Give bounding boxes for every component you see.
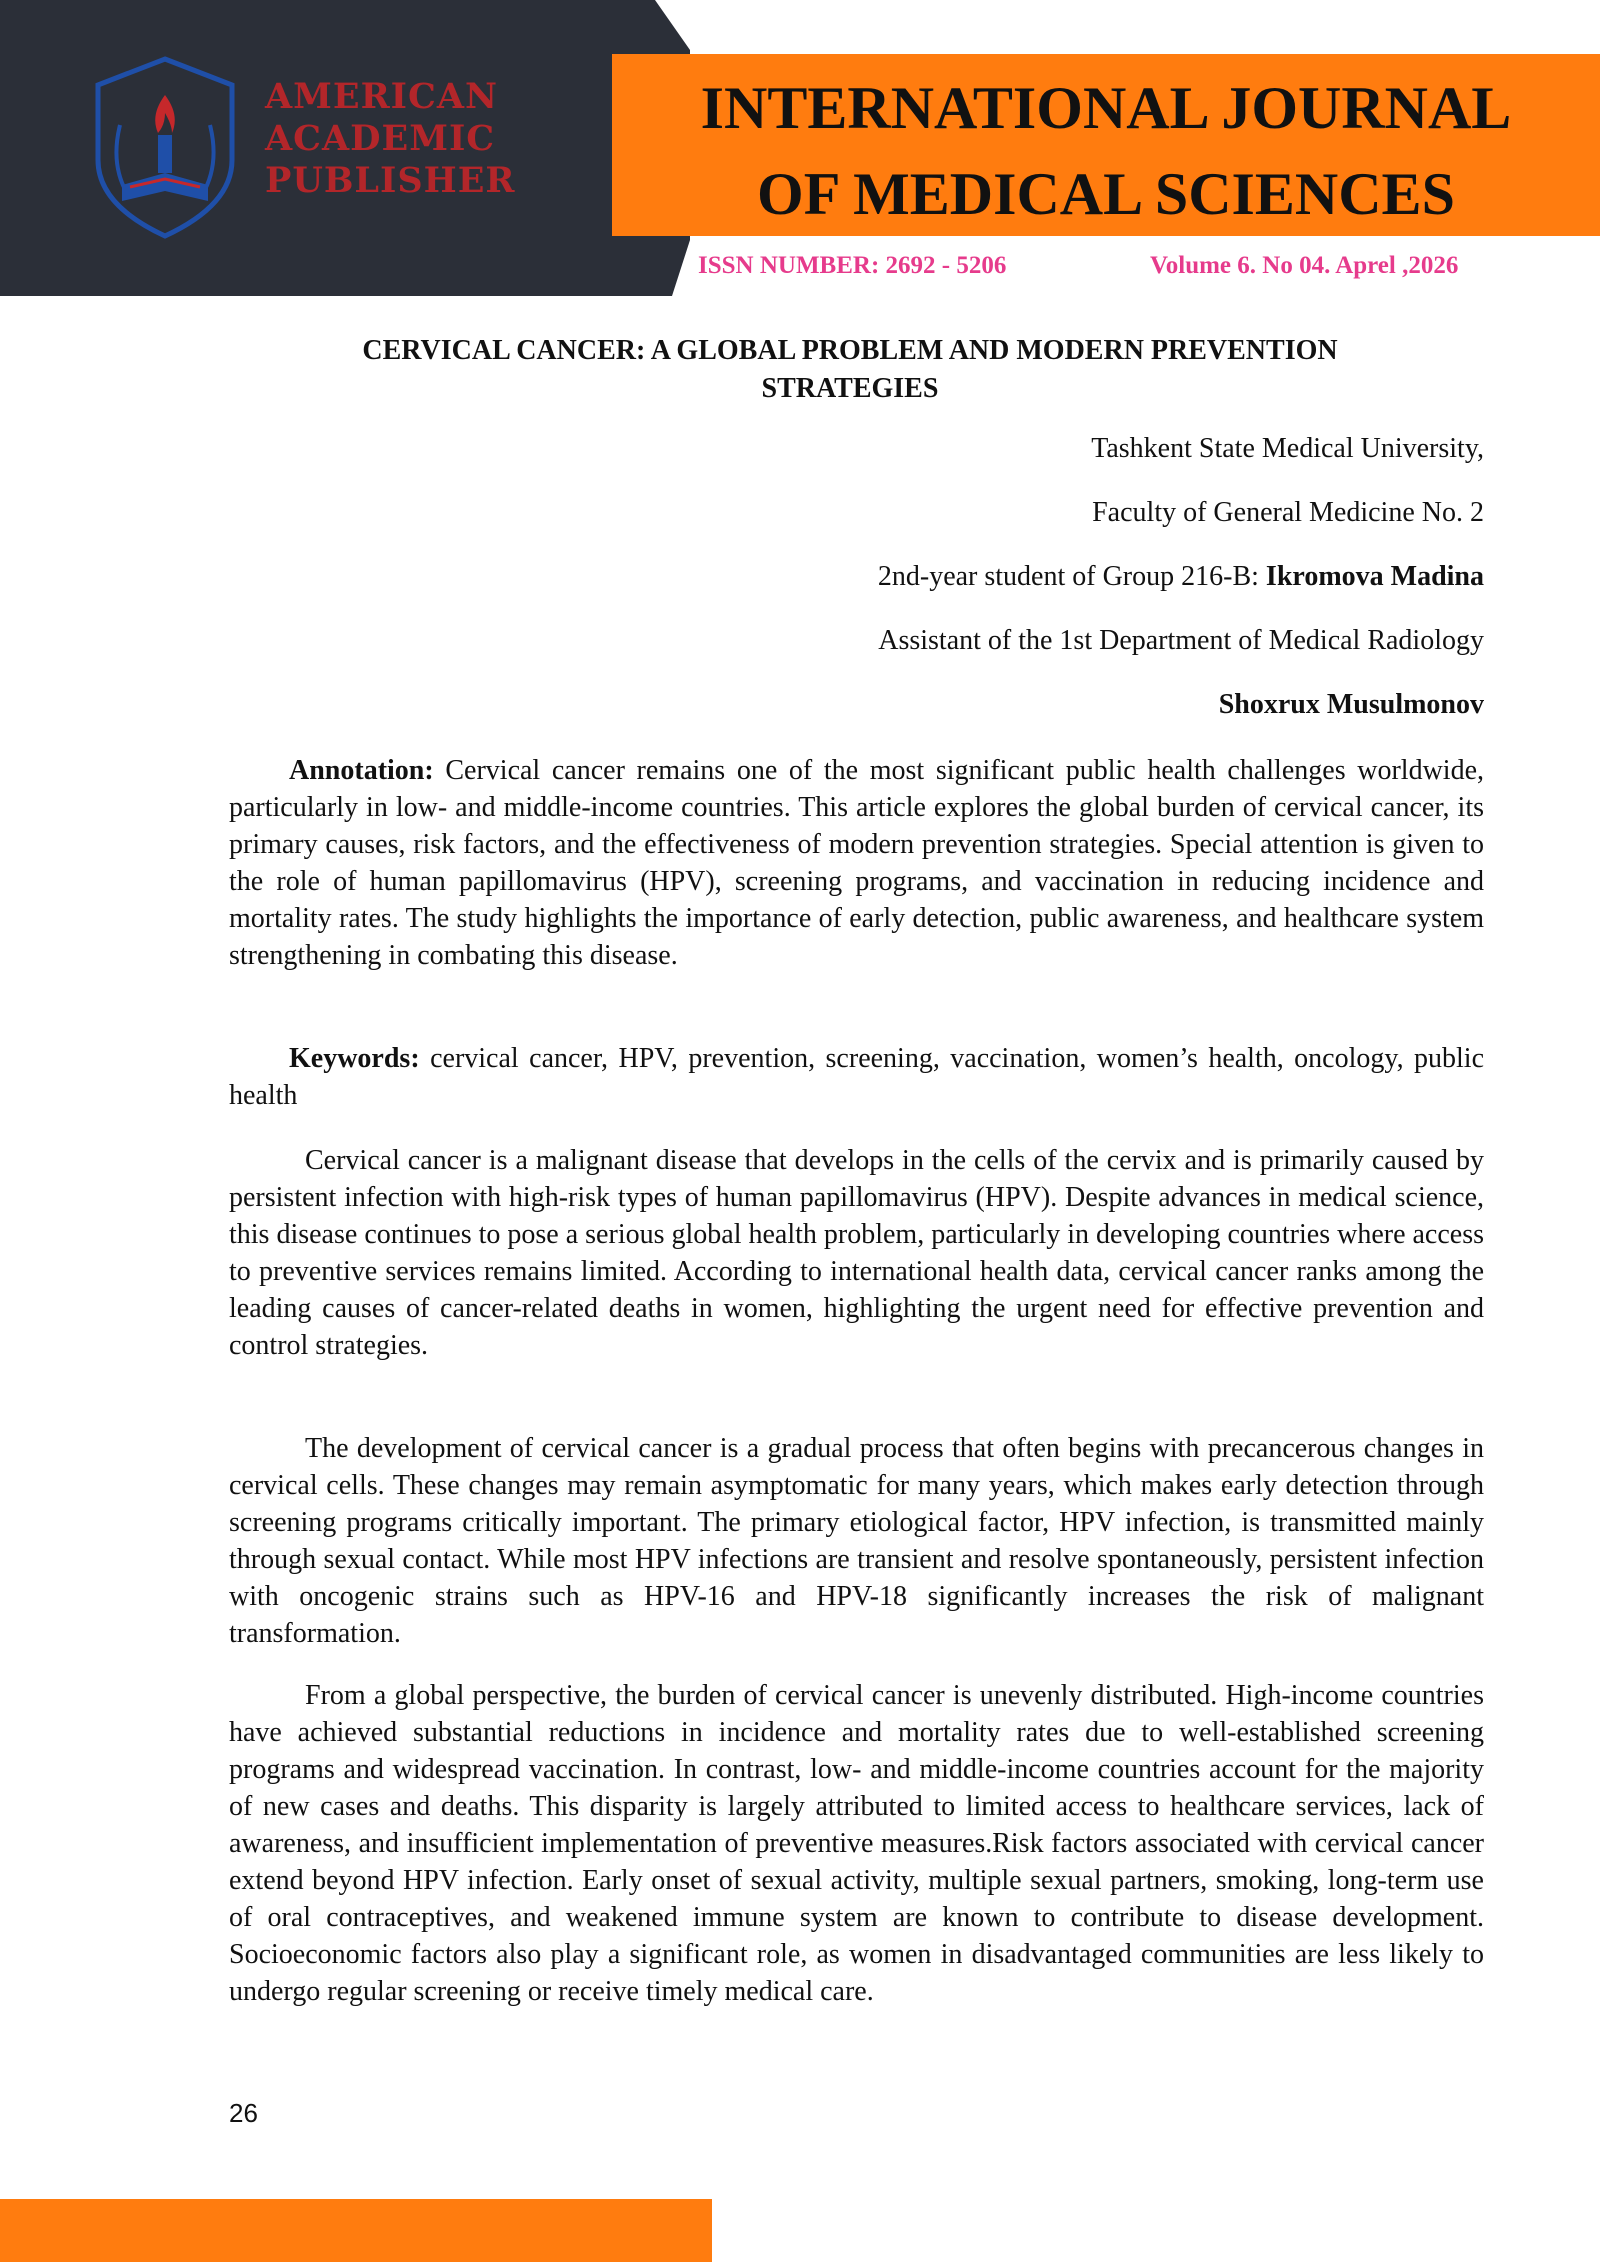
page-number: 26 [229, 2098, 258, 2128]
assistant-position: Assistant of the 1st Department of Medical Radiology [878, 625, 1484, 656]
publisher-line: ACADEMIC [265, 118, 496, 159]
publisher-line: AMERICAN [265, 76, 499, 117]
journal-title-line: INTERNATIONAL JOURNAL [700, 75, 1512, 141]
publisher-name [265, 76, 545, 202]
affiliation-university: Tashkent State Medical University, [1091, 433, 1484, 464]
journal-title-line: OF MEDICAL SCIENCES [757, 161, 1455, 227]
author-student-name: Ikromova Madina [1265, 561, 1484, 592]
keywords-paragraph [229, 1040, 1484, 1114]
affiliation-faculty: Faculty of General Medicine No. 2 [1092, 497, 1484, 528]
author-assistant-name: Shoxrux Musulmonov [1218, 689, 1484, 720]
body-paragraph: From a global perspective, the burden of cervical cancer is unevenly distributed. High-income countries have achieved substantial reductions in incidence and mortality rates due to well-established screening programs and widespread vaccination. In contrast, low- and middle-income countries account for the majority of new cases and deaths. This disparity is largely attributed to limited access to healthcare services, lack of awareness, and insufficient implementation of preventive measures.Risk factors associated with cervical cancer extend beyond HPV infection. Early onset of sexual activity, multiple sexual partners, smoking, long-term use of oral contraceptives, and weakened immune system are known to contribute to disease development. Socioeconomic factors also play a significant role, as women in disadvantaged communities are less likely to undergo regular screening or receive timely medical care. [229, 1680, 1484, 2007]
keywords-label: Keywords: [289, 1043, 420, 1074]
body-paragraph: The development of cervical cancer is a gradual process that often begins with precancerous changes in cervical cells. These changes may remain asymptomatic for many years, which makes early detection through screening programs critically important. The primary etiological factor, HPV infection, is transmitted mainly through sexual contact. While most HPV infections are transient and resolve spontaneously, persistent infection with oncogenic strains such as HPV-16 and HPV-18 significantly increases the risk of malignant transformation. [229, 1433, 1484, 1649]
publisher-logo-icon [90, 55, 240, 240]
footer-orange-bar [0, 2199, 712, 2262]
journal-title [612, 65, 1600, 237]
volume-info: Volume 6. No 04. Aprel ,2026 [1150, 252, 1459, 279]
annotation-text: Cervical cancer remains one of the most significant public health challenges worldwide, particularly in low- and middle-income countries. This article explores the global burden of cervical cancer, its primary causes, risk factors, and the effectiveness of modern prevention strategies. Special attention is given to the role of human papillomavirus (HPV), screening programs, and vaccination in reducing incidence and mortality rates. The study highlights the importance of early detection, public awareness, and healthcare system strengthening in combating this disease. [229, 755, 1484, 971]
keywords-text: cervical cancer, HPV, prevention, screening, vaccination, women’s health, oncology, public health [229, 1043, 1484, 1111]
article-title: CERVICAL CANCER: A GLOBAL PROBLEM AND MODERN PREVENTION STRATEGIES [362, 335, 1338, 404]
publisher-line: PUBLISHER [265, 160, 516, 201]
annotation-label: Annotation: [289, 755, 434, 786]
author-student [878, 561, 1484, 593]
body-paragraph: Cervical cancer is a malignant disease that develops in the cells of the cervix and is primarily caused by persistent infection with high-risk types of human papillomavirus (HPV). Despite advances in medical science, this disease continues to pose a serious global health problem, particularly in developing countries where access to preventive services remains limited. According to international health data, cervical cancer ranks among the leading causes of cancer-related deaths in women, highlighting the urgent need for effective prevention and control strategies. [229, 1145, 1484, 1361]
issn-number: ISSN NUMBER: 2692 - 5206 [698, 252, 1007, 279]
annotation-paragraph [229, 752, 1484, 974]
author-student-prefix: 2nd-year student of Group 216-B: [877, 561, 1266, 592]
